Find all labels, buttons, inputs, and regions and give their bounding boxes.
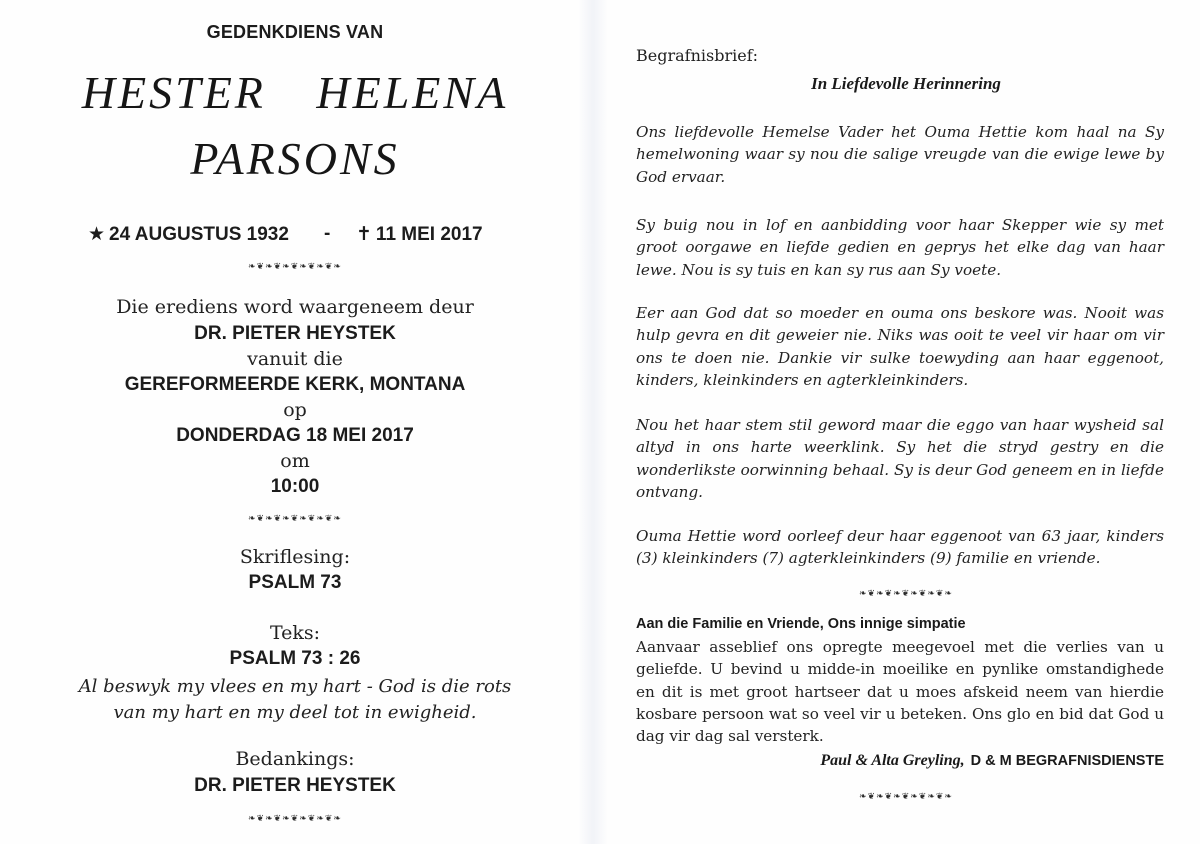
star-icon: ★ xyxy=(88,224,106,245)
birth-date xyxy=(88,223,289,246)
letter-paragraph: Nou het haar stem stil geword maar die eggo van haar wysheid sal altyd in ons harte weerklink. Sy het die stryd gestry en die wonderlikste oorwinning behaal. Sy is deur God geneem en in liefde ontvang. xyxy=(636,416,1164,502)
floral-divider-icon: ❧❦❧❦❧❦❧❦❧❦❧ xyxy=(248,262,342,272)
scripture-reading-value: PSALM 73 xyxy=(248,572,342,593)
officiant-name: DR. PIETER HEYSTEK xyxy=(194,323,396,344)
thanks-label: Bedankings: xyxy=(235,748,355,770)
letter-paragraph: Ons liefdevolle Hemelse Vader het Ouma Hettie kom haal na Sy hemelwoning waar sy nou die salige vreugde van die ewige lewe by God ervaar. xyxy=(636,123,1164,186)
death-date-text: 11 MEI 2017 xyxy=(375,224,483,245)
condolence-body: Aanvaar asseblief ons opregte meegevoel met die verlies van u geliefde. U bevind u midde-in moeilike en pynlike omstandighede en dit is met groot hartseer dat u moes afskeid neem van hierdie kosbare persoon wat so veel vir u beteken. Ons glo en bid dat God u dag vir dag sal versterk. xyxy=(636,638,1164,746)
letter-label: Begrafnisbrief: xyxy=(636,46,758,65)
company-name: D & M BEGRAFNISDIENSTE xyxy=(970,753,1164,769)
deceased-given-names xyxy=(0,66,590,119)
letter-paragraph: Eer aan God dat so moeder en ouma ons beskore was. Nooit was hulp gevra en dit geweier nie. Niks was ooit te veel vir haar om vir ons te doen nie. Dankie vir sulke toewyding aan haar eggenoot, kinders, kleinkinders en agterkleinkinders. xyxy=(636,304,1164,390)
birth-date-text: 24 AUGUSTUS 1932 xyxy=(109,224,289,245)
deceased-surname: PARSONS xyxy=(190,133,400,184)
first-name: HESTER xyxy=(81,67,266,118)
middle-name: HELENA xyxy=(316,67,509,118)
verse-line-1: Al beswyk my vlees en my hart - God is die rots xyxy=(78,676,512,697)
date-separator: - xyxy=(324,223,331,244)
verse-line-2: van my hart en my deel tot in ewigheid. xyxy=(113,702,477,723)
signatory-names: Paul & Alta Greyling, xyxy=(820,752,965,769)
floral-divider-icon: ❧❦❧❦❧❦❧❦❧❦❧ xyxy=(248,814,342,824)
letter-paragraph: Ouma Hettie word oorleef deur haar eggenoot van 63 jaar, kinders (3) kleinkinders (7) agterkleinkinders (9) familie en vriende. xyxy=(636,527,1164,568)
thanks-value: DR. PIETER HEYSTEK xyxy=(194,775,396,796)
memorial-heading: GEDENKDIENS VAN xyxy=(206,22,384,42)
text-label: Teks: xyxy=(269,622,321,644)
venue-name: GEREFORMEERDE KERK, MONTANA xyxy=(124,374,466,395)
on-label: op xyxy=(283,399,307,421)
floral-divider-icon: ❧❦❧❦❧❦❧❦❧❦❧ xyxy=(248,514,342,524)
service-date: DONDERDAG 18 MEI 2017 xyxy=(176,425,414,446)
from-label: vanuit die xyxy=(247,348,343,370)
floral-divider-icon: ❧❦❧❦❧❦❧❦❧❦❧ xyxy=(859,792,953,802)
letter-title: In Liefdevolle Herinnering xyxy=(811,74,1001,93)
text-reference: PSALM 73 : 26 xyxy=(229,648,361,669)
service-intro: Die erediens word waargeneem deur xyxy=(116,296,474,318)
condolence-heading: Aan die Familie en Vriende, Ons innige simpatie xyxy=(636,616,966,632)
at-label: om xyxy=(280,450,310,472)
letter-paragraph: Sy buig nou in lof en aanbidding voor haar Skepper wie sy met groot oorgawe en liefde gedien en geprys het elke dag van haar lewe. Nou is sy tuis en kan sy rus aan Sy voete. xyxy=(636,216,1164,279)
scripture-reading-label: Skriflesing: xyxy=(239,546,351,568)
floral-divider-icon: ❧❦❧❦❧❦❧❦❧❦❧ xyxy=(859,589,953,599)
signature xyxy=(760,752,1164,770)
service-time: 10:00 xyxy=(270,476,320,497)
death-date xyxy=(356,223,483,246)
cross-icon: ✝ xyxy=(356,224,372,245)
